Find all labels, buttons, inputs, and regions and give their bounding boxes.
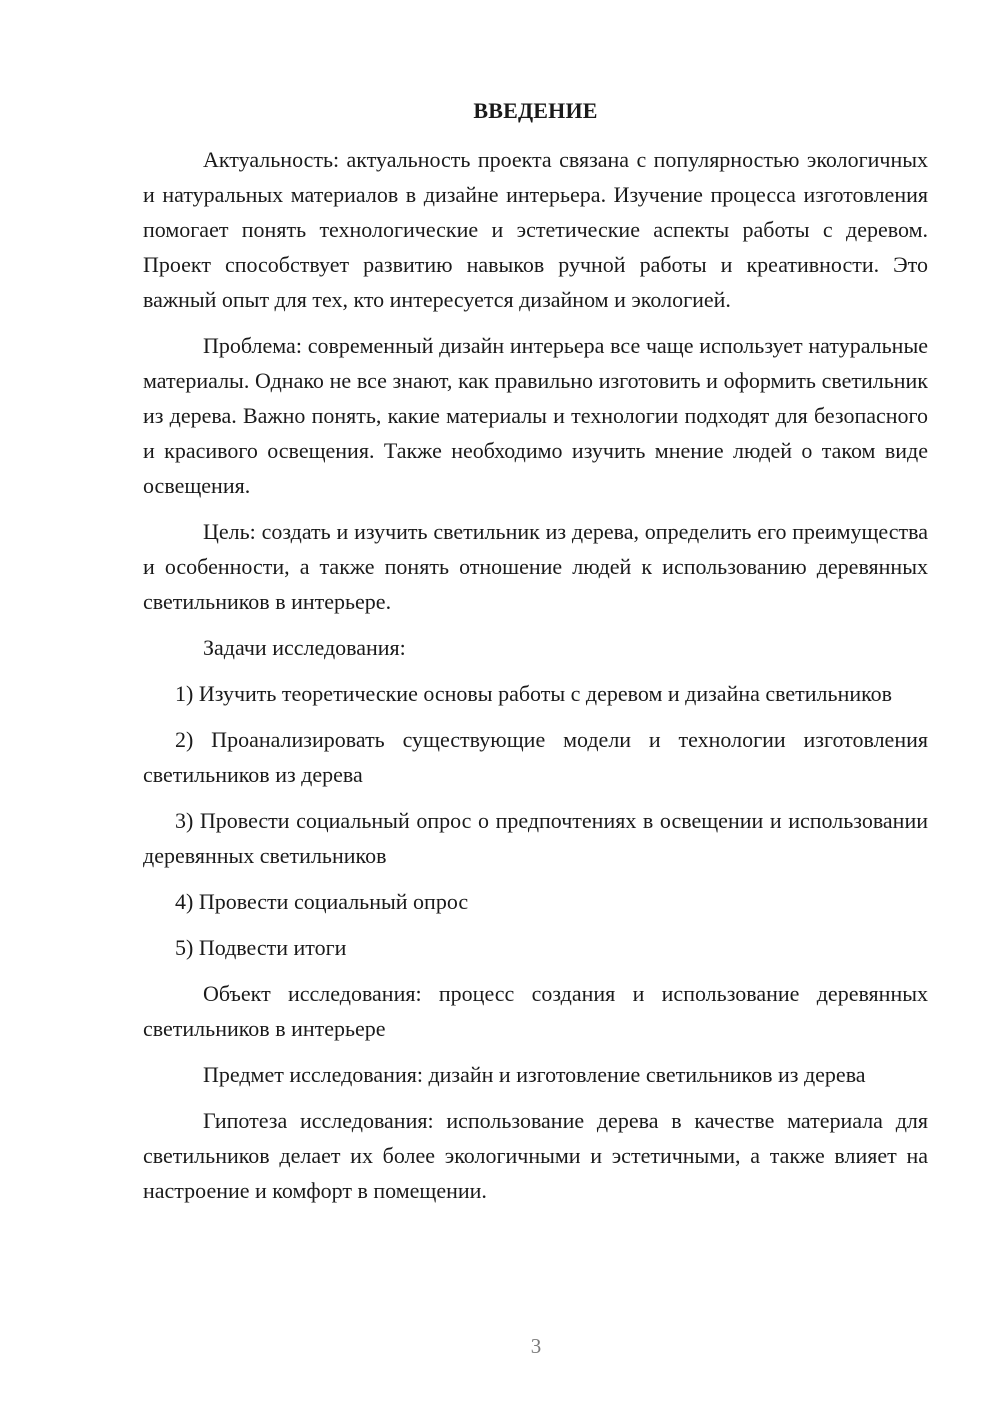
tasks-title: Задачи исследования: bbox=[203, 635, 406, 660]
subject-paragraph: Предмет исследования: дизайн и изготовление светильников из дерева bbox=[203, 1062, 866, 1087]
task-item: 5) Подвести итоги bbox=[175, 935, 347, 960]
hypothesis-paragraph: Гипотеза исследования: использование дерева в качестве материала для светильников делает их более экологичными и эстетичными, а также влияет на настроение и комфорт в помещении. bbox=[143, 1108, 928, 1203]
section-heading: ВВЕДЕНИЕ bbox=[473, 98, 598, 123]
task-item: 3) Провести социальный опрос о предпочтениях в освещении и использовании деревянных светильников bbox=[143, 808, 928, 868]
problem-paragraph: Проблема: современный дизайн интерьера все чаще использует натуральные материалы. Однако не все знают, как правильно изготовить и оформить светильник из дерева. Важно понять, какие материалы и технологии подходят для безопасного и красивого освещения. Также необходимо изучить мнение людей о таком виде освещения. bbox=[143, 333, 928, 498]
task-item: 2) Проанализировать существующие модели и технологии изготовления светильников из дерева bbox=[143, 727, 928, 787]
page-number: 3 bbox=[530, 1334, 542, 1358]
relevance-paragraph: Актуальность: актуальность проекта связана с популярностью экологичных и натуральных материалов в дизайне интерьера. Изучение процесса изготовления помогает понять технологические и эстетические аспекты работы с деревом. Проект способствует развитию навыков ручной работы и креативности. Это важный опыт для тех, кто интересуется дизайном и экологией. bbox=[143, 147, 928, 312]
task-item: 4) Провести социальный опрос bbox=[175, 889, 469, 914]
object-paragraph: Объект исследования: процесс создания и использование деревянных светильников в интерьере bbox=[143, 981, 928, 1041]
goal-paragraph: Цель: создать и изучить светильник из дерева, определить его преимущества и особенности, а также понять отношение людей к использованию деревянных светильников в интерьере. bbox=[143, 519, 928, 614]
task-item: 1) Изучить теоретические основы работы с деревом и дизайна светильников bbox=[175, 681, 893, 706]
page-content bbox=[143, 93, 928, 1219]
tasks-list bbox=[143, 676, 928, 965]
